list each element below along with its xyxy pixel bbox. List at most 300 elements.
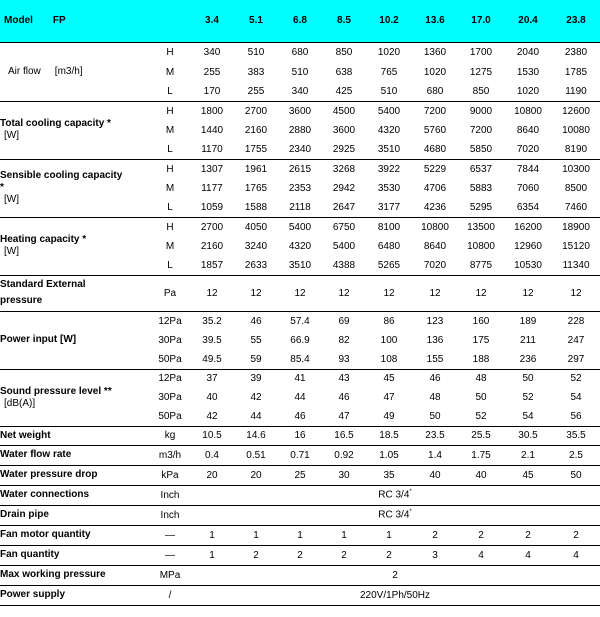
table-cell: 1275	[469, 67, 493, 78]
table-row	[0, 369, 600, 388]
table-row	[0, 585, 600, 605]
air-flow-label: Air flow [m3/h]	[0, 42, 150, 101]
table-cell: 2700	[190, 217, 234, 237]
table-cell: 297	[567, 353, 585, 365]
unit-cell: m3/h	[150, 445, 190, 465]
table-cell: 3530	[377, 183, 401, 194]
table-cell: 40	[458, 465, 504, 485]
table-cell: 2942	[332, 183, 356, 194]
table-cell: 46	[234, 311, 278, 331]
table-cell: 3600	[278, 101, 322, 121]
table-cell: 340	[291, 85, 309, 97]
table-cell: 4706	[423, 183, 447, 194]
table-cell: 1020	[423, 67, 447, 78]
level-label: H	[150, 217, 190, 237]
unit-cell: —	[150, 525, 190, 545]
table-row	[0, 565, 600, 585]
heating-group	[0, 217, 600, 275]
table-cell: 13500	[458, 217, 504, 237]
fan-motor-group	[0, 525, 600, 545]
total-cooling-label: Total cooling capacity * [W]	[0, 101, 150, 159]
table-cell: 1307	[190, 159, 234, 179]
unit-cell: Pa	[150, 275, 190, 311]
table-cell: 4500	[322, 101, 366, 121]
ext-pressure-group	[0, 275, 600, 311]
table-cell: 228	[552, 311, 600, 331]
table-cell: 5400	[278, 217, 322, 237]
model-col-header: 17.0	[471, 15, 491, 27]
table-cell: 2700	[234, 101, 278, 121]
table-cell: 18900	[552, 217, 600, 237]
table-cell: 52	[475, 410, 487, 422]
table-cell: 6354	[516, 201, 540, 213]
table-cell: 2353	[288, 183, 312, 194]
table-cell: 1170	[201, 143, 223, 155]
model-col-header: 5.1	[249, 15, 263, 27]
table-cell: 54	[522, 410, 534, 422]
level-label: H	[150, 42, 190, 63]
table-row	[0, 485, 600, 505]
table-cell: 4	[552, 545, 600, 565]
table-cell: 1020	[516, 85, 540, 97]
table-cell: 6480	[377, 241, 401, 252]
table-cell: 680	[278, 42, 322, 63]
table-cell: 7020	[423, 259, 447, 271]
sound-label: Sound pressure level ** [dB(A)]	[0, 369, 150, 426]
table-cell: 1.05	[366, 445, 412, 465]
table-cell: 8775	[469, 259, 493, 271]
table-cell: 8640	[516, 125, 540, 136]
table-cell: 340	[190, 42, 234, 63]
table-cell: 155	[426, 353, 444, 365]
level-label: M	[165, 125, 175, 136]
table-cell: 3510	[288, 259, 312, 271]
table-cell: 2	[190, 565, 600, 585]
table-cell: 57.4	[278, 311, 322, 331]
table-cell: 1800	[190, 101, 234, 121]
total-cooling-group	[0, 101, 600, 159]
table-cell: 39.5	[202, 335, 222, 346]
table-cell: 12	[322, 275, 366, 311]
table-row	[0, 426, 600, 445]
table-cell: 16	[278, 426, 322, 445]
table-cell: 39	[234, 369, 278, 388]
table-cell: 425	[335, 85, 353, 97]
table-cell: 1360	[412, 42, 458, 63]
table-row	[0, 311, 600, 331]
table-cell: 247	[567, 335, 585, 346]
power-input-group	[0, 311, 600, 369]
model-col-header: 6.8	[293, 15, 307, 27]
table-cell: 2118	[289, 201, 311, 213]
table-cell: 69	[322, 311, 366, 331]
table-cell: 82	[338, 335, 350, 346]
table-cell: 16.5	[322, 426, 366, 445]
table-cell: 54	[570, 392, 582, 403]
table-cell: 12960	[514, 241, 542, 252]
table-cell: 510	[234, 42, 278, 63]
table-cell: 52	[552, 369, 600, 388]
level-label: 50Pa	[158, 353, 182, 365]
unit-cell: MPa	[150, 565, 190, 585]
table-cell: 510	[380, 85, 398, 97]
table-cell: 14.6	[234, 426, 278, 445]
table-cell: 8640	[423, 241, 447, 252]
level-label: M	[165, 67, 175, 78]
power-input-label: Power input [W]	[0, 311, 150, 369]
table-cell: 1	[278, 525, 322, 545]
model-col-header: 10.2	[379, 15, 399, 27]
table-cell: 16200	[504, 217, 552, 237]
table-cell: 170	[203, 85, 221, 97]
table-cell: 50	[429, 410, 441, 422]
table-cell: 52	[522, 392, 534, 403]
table-cell: 3240	[244, 241, 268, 252]
table-cell: 765	[380, 67, 398, 78]
table-cell: 40	[206, 392, 218, 403]
header-row	[0, 0, 600, 42]
table-cell: 5400	[332, 241, 356, 252]
table-cell: 50	[475, 392, 487, 403]
table-cell: 2	[322, 545, 366, 565]
table-cell: 12	[458, 275, 504, 311]
table-cell: 2.1	[504, 445, 552, 465]
table-cell: 1	[234, 525, 278, 545]
table-row	[0, 217, 600, 237]
table-cell: 30	[322, 465, 366, 485]
net-weight-group	[0, 426, 600, 445]
table-cell: 41	[278, 369, 322, 388]
table-cell: 3922	[366, 159, 412, 179]
table-cell: 255	[203, 67, 221, 78]
table-cell: 12600	[552, 101, 600, 121]
water-conn-label: Water connections	[0, 485, 150, 505]
table-cell: 1700	[458, 42, 504, 63]
table-cell: 7060	[516, 183, 540, 194]
level-label: M	[165, 183, 175, 194]
table-cell: 49	[383, 410, 395, 422]
table-cell: 189	[504, 311, 552, 331]
sound-group	[0, 369, 600, 426]
table-cell: 3510	[377, 143, 401, 155]
table-cell: 12	[552, 275, 600, 311]
model-label: Model	[4, 15, 33, 27]
level-label: M	[165, 241, 175, 252]
table-cell: 188	[472, 353, 490, 365]
sensible-cooling-group	[0, 159, 600, 217]
level-label: H	[150, 159, 190, 179]
table-cell: 5265	[377, 259, 401, 271]
table-row	[0, 159, 600, 179]
table-cell: 35	[366, 465, 412, 485]
table-cell: 30.5	[504, 426, 552, 445]
table-cell: 8190	[564, 143, 588, 155]
table-cell: 1785	[564, 67, 588, 78]
table-cell: 35.5	[552, 426, 600, 445]
model-col-header: 23.8	[566, 15, 586, 27]
table-cell: 42	[250, 392, 262, 403]
max-pressure-group	[0, 565, 600, 585]
table-cell: 2880	[288, 125, 312, 136]
table-cell: 46	[412, 369, 458, 388]
table-cell: 6750	[322, 217, 366, 237]
table-cell: 45	[504, 465, 552, 485]
table-cell: 56	[570, 410, 582, 422]
table-cell: RC 3/4*	[190, 485, 600, 505]
table-cell: 1020	[366, 42, 412, 63]
table-cell: 211	[520, 335, 536, 346]
table-cell: 44	[250, 410, 262, 422]
table-cell: 2340	[288, 143, 312, 155]
table-cell: 5760	[423, 125, 447, 136]
unit-cell: kPa	[150, 465, 190, 485]
table-cell: 2	[552, 525, 600, 545]
table-cell: 850	[322, 42, 366, 63]
table-cell: 47	[338, 410, 350, 422]
table-cell: 50	[504, 369, 552, 388]
table-cell: 44	[294, 392, 306, 403]
table-cell: 12	[504, 275, 552, 311]
table-cell: 7460	[564, 201, 588, 213]
table-row	[0, 101, 600, 121]
level-label: H	[150, 101, 190, 121]
table-cell: 1530	[516, 67, 540, 78]
table-cell: 2	[278, 545, 322, 565]
table-cell: 43	[322, 369, 366, 388]
unit-cell: —	[150, 545, 190, 565]
unit-cell: /	[150, 585, 190, 605]
table-cell: 0.92	[322, 445, 366, 465]
table-cell: 3268	[322, 159, 366, 179]
table-cell: 2160	[200, 241, 224, 252]
unit-header	[150, 0, 190, 42]
table-cell: 8100	[366, 217, 412, 237]
table-cell: 2380	[552, 42, 600, 63]
level-label: 12Pa	[150, 369, 190, 388]
water-flow-label: Water flow rate	[0, 445, 150, 465]
table-cell: 35.2	[190, 311, 234, 331]
table-cell: 1857	[200, 259, 224, 271]
table-cell: 0.4	[190, 445, 234, 465]
table-header	[0, 0, 600, 42]
water-conn-group	[0, 485, 600, 505]
table-cell: 50	[552, 465, 600, 485]
water-drop-group	[0, 465, 600, 485]
table-cell: 4236	[423, 201, 447, 213]
table-cell: 255	[247, 85, 265, 97]
table-cell: 40	[412, 465, 458, 485]
table-cell: 7200	[412, 101, 458, 121]
table-cell: 7844	[504, 159, 552, 179]
table-cell: 10530	[514, 259, 542, 271]
heating-label: Heating capacity * [W]	[0, 217, 150, 275]
level-label: L	[167, 201, 173, 213]
table-cell: 175	[472, 335, 490, 346]
table-cell: 59	[250, 353, 262, 365]
ext-pressure-label: Standard External pressure	[0, 275, 150, 311]
table-cell: 12	[190, 275, 234, 311]
table-cell: 2040	[504, 42, 552, 63]
air-flow-group	[0, 42, 600, 101]
table-cell: 15120	[562, 241, 590, 252]
table-cell: 5400	[366, 101, 412, 121]
table-cell: 46	[338, 392, 350, 403]
power-supply-group	[0, 585, 600, 605]
table-cell: 48	[458, 369, 504, 388]
table-cell: 2	[366, 545, 412, 565]
table-cell: 18.5	[366, 426, 412, 445]
table-row	[0, 445, 600, 465]
table-cell: 100	[380, 335, 398, 346]
table-row	[0, 545, 600, 565]
table-cell: 66.9	[290, 335, 310, 346]
table-cell: 1.4	[412, 445, 458, 465]
table-cell: 638	[335, 67, 353, 78]
table-cell: 20	[234, 465, 278, 485]
table-cell: 1440	[200, 125, 224, 136]
table-cell: 10080	[562, 125, 590, 136]
model-col-header: 20.4	[518, 15, 538, 27]
table-cell: 10300	[552, 159, 600, 179]
table-cell: 2	[458, 525, 504, 545]
table-cell: 23.5	[412, 426, 458, 445]
model-header	[0, 0, 150, 42]
table-cell: 10800	[467, 241, 495, 252]
table-row	[0, 505, 600, 525]
level-label: L	[167, 85, 173, 97]
table-cell: 1765	[244, 183, 268, 194]
model-col-header: 8.5	[337, 15, 351, 27]
model-col-header: 13.6	[425, 15, 445, 27]
table-cell: RC 3/4*	[190, 505, 600, 525]
table-cell: 12	[234, 275, 278, 311]
table-cell: 2615	[278, 159, 322, 179]
table-cell: 25	[278, 465, 322, 485]
table-cell: 5229	[412, 159, 458, 179]
fp-label: FP	[52, 15, 66, 27]
table-cell: 12	[366, 275, 412, 311]
table-cell: 680	[426, 85, 444, 97]
table-cell: 2160	[244, 125, 268, 136]
table-cell: 10800	[412, 217, 458, 237]
table-cell: 123	[412, 311, 458, 331]
table-cell: 2633	[244, 259, 268, 271]
table-cell: 1177	[201, 183, 223, 194]
table-cell: 1755	[244, 143, 268, 155]
table-cell: 0.51	[234, 445, 278, 465]
drain-pipe-group	[0, 505, 600, 525]
table-cell: 3177	[377, 201, 401, 213]
table-cell: 12	[412, 275, 458, 311]
table-cell: 1588	[244, 201, 268, 213]
table-row	[0, 465, 600, 485]
table-cell: 1	[190, 545, 234, 565]
table-cell: 2647	[332, 201, 356, 213]
table-cell: 20	[190, 465, 234, 485]
table-cell: 0.71	[278, 445, 322, 465]
table-row	[0, 42, 600, 63]
unit-cell: kg	[150, 426, 190, 445]
table-cell: 93	[338, 353, 350, 365]
table-cell: 4	[504, 545, 552, 565]
table-cell: 4680	[423, 143, 447, 155]
table-cell: 2925	[332, 143, 356, 155]
net-weight-label: Net weight	[0, 426, 150, 445]
table-cell: 4388	[332, 259, 356, 271]
power-supply-label: Power supply	[0, 585, 150, 605]
fan-qty-label: Fan quantity	[0, 545, 150, 565]
table-cell: 3600	[332, 125, 356, 136]
fan-motor-label: Fan motor quantity	[0, 525, 150, 545]
table-cell: 86	[366, 311, 412, 331]
table-cell: 1	[190, 525, 234, 545]
water-flow-group	[0, 445, 600, 465]
level-label: 50Pa	[158, 410, 182, 422]
table-cell: 7200	[469, 125, 493, 136]
table-cell: 11340	[562, 259, 590, 271]
level-label: L	[167, 259, 173, 271]
table-cell: 1	[322, 525, 366, 545]
water-drop-label: Water pressure drop	[0, 465, 150, 485]
table-cell: 1961	[234, 159, 278, 179]
table-cell: 12	[278, 275, 322, 311]
table-cell: 10800	[504, 101, 552, 121]
table-row	[0, 275, 600, 311]
sensible-cooling-label: Sensible cooling capacity * [W]	[0, 159, 150, 217]
table-row	[0, 525, 600, 545]
table-cell: 55	[250, 335, 262, 346]
table-cell: 5850	[469, 143, 493, 155]
unit-cell: Inch	[150, 505, 190, 525]
level-label: L	[167, 143, 173, 155]
table-cell: 1	[366, 525, 412, 545]
table-cell: 2.5	[552, 445, 600, 465]
table-cell: 236	[519, 353, 537, 365]
drain-pipe-label: Drain pipe	[0, 505, 150, 525]
table-cell: 2	[234, 545, 278, 565]
level-label: 30Pa	[158, 335, 182, 346]
unit-cell: Inch	[150, 485, 190, 505]
fan-qty-group	[0, 545, 600, 565]
table-cell: 136	[426, 335, 444, 346]
table-cell: 9000	[458, 101, 504, 121]
table-cell: 108	[380, 353, 398, 365]
table-cell: 4320	[288, 241, 312, 252]
table-cell: 47	[383, 392, 395, 403]
table-cell: 1.75	[458, 445, 504, 465]
table-cell: 37	[190, 369, 234, 388]
table-cell: 85.4	[290, 353, 310, 365]
table-cell: 220V/1Ph/50Hz	[190, 585, 600, 605]
table-cell: 42	[206, 410, 218, 422]
table-cell: 383	[247, 67, 265, 78]
table-cell: 5295	[469, 201, 493, 213]
table-cell: 2	[504, 525, 552, 545]
level-label: 30Pa	[158, 392, 182, 403]
table-cell: 6537	[458, 159, 504, 179]
max-pressure-label: Max working pressure	[0, 565, 150, 585]
table-cell: 7020	[516, 143, 540, 155]
table-cell: 1059	[200, 201, 224, 213]
table-cell: 510	[291, 67, 309, 78]
table-cell: 850	[472, 85, 490, 97]
table-cell: 5883	[469, 183, 493, 194]
table-cell: 4050	[234, 217, 278, 237]
table-cell: 3	[412, 545, 458, 565]
level-label: 12Pa	[150, 311, 190, 331]
table-cell: 25.5	[458, 426, 504, 445]
table-cell: 2	[412, 525, 458, 545]
